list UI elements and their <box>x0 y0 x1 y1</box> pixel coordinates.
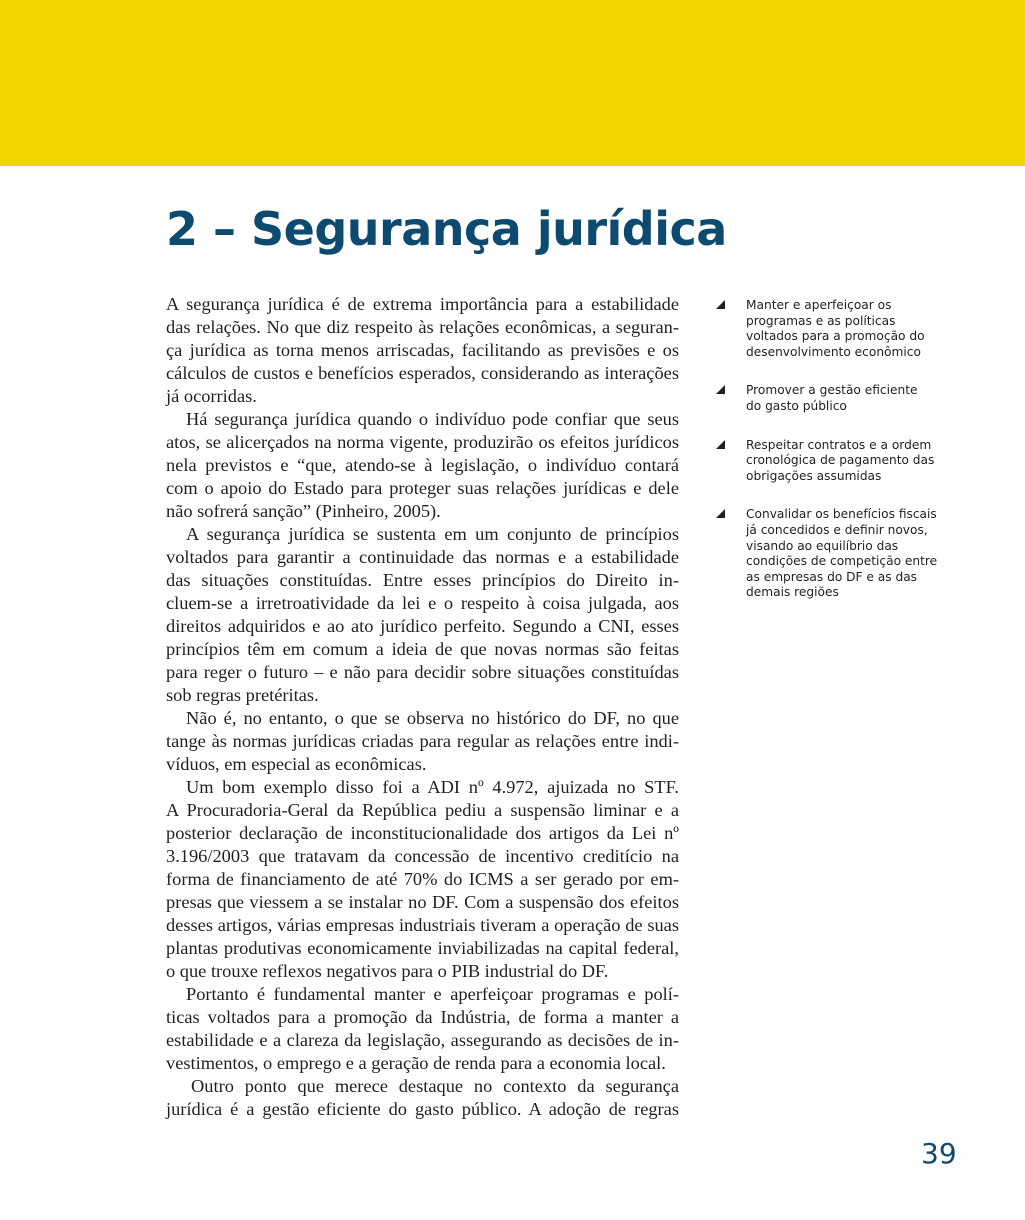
body-line: com o apoio do Estado para proteger suas relações jurídicas e dele <box>166 478 679 498</box>
bullet-line: Manter e aperfeiçoar os <box>746 298 892 312</box>
body-line: não sofrerá sanção” (Pinheiro, 2005). <box>166 501 441 521</box>
body-line: estabilidade e a clareza da legislação, assegurando as decisões de in- <box>166 1030 679 1050</box>
sidebar-bullet-item <box>716 507 946 601</box>
bullet-line: obrigações assumidas <box>746 468 882 483</box>
bullet-line: cronológica de pagamento das <box>746 453 935 468</box>
triangle-bullet-icon <box>716 385 725 394</box>
page-number: 39 <box>921 1137 957 1170</box>
body-line: já ocorridas. <box>166 386 257 406</box>
body-line: sob regras pretéritas. <box>166 685 319 705</box>
body-line: 3.196/2003 que tratavam da concessão de incentivo creditício na <box>166 846 679 866</box>
page-title: 2 – Segurança jurídica <box>166 202 727 256</box>
body-line: A segurança jurídica é de extrema importância para a estabilidade <box>166 294 679 314</box>
triangle-bullet-icon <box>716 300 725 309</box>
body-line: Outro ponto que merece destaque no contexto da segurança <box>191 1076 679 1096</box>
bullet-line: programas e as políticas <box>746 313 896 328</box>
body-line: nela previstos e “que, atendo-se à legislação, o indivíduo contará <box>166 455 679 475</box>
body-line: ça jurídica as torna menos arriscadas, facilitando as previsões e os <box>166 340 679 360</box>
body-line: A Procuradoria-Geral da República pediu a suspensão liminar e a <box>166 800 679 820</box>
bullet-line: demais regiões <box>746 585 839 600</box>
body-line: cluem-se a irretroatividade da lei e o respeito à coisa julgada, aos <box>166 593 679 613</box>
body-line: para reger o futuro – e não para decidir sobre situações constituídas <box>166 662 679 682</box>
body-line: das relações. No que diz respeito às relações econômicas, a seguran- <box>166 317 679 337</box>
body-line: princípios têm em comum a ideia de que novas normas são feitas <box>166 639 679 659</box>
bullet-line: condições de competição entre <box>746 554 938 569</box>
body-line: desses artigos, várias empresas industriais tiveram a operação de suas <box>166 915 679 935</box>
bullet-line: Respeitar contratos e a ordem <box>746 437 932 452</box>
body-line: cálculos de custos e benefícios esperados, considerando as interações <box>166 363 679 383</box>
body-line: jurídica é a gestão eficiente do gasto público. A adoção de regras <box>166 1099 679 1119</box>
body-line: vestimentos, o emprego e a geração de renda para a economia local. <box>166 1053 666 1073</box>
bullet-line: as empresas do DF e as das <box>746 569 918 584</box>
body-line: plantas produtivas economicamente inviabilizadas na capital federal, <box>166 938 679 958</box>
triangle-bullet-icon <box>716 440 725 449</box>
body-line: Há segurança jurídica quando o indivíduo pode confiar que seus <box>186 409 679 429</box>
body-line: das situações constituídas. Entre esses princípios do Direito in- <box>166 570 679 590</box>
sidebar-bullet-item <box>716 383 946 414</box>
sidebar-bullet-list <box>716 298 946 624</box>
bullet-line: do gasto público <box>746 398 847 413</box>
body-line: posterior declaração de inconstitucionalidade dos artigos da Lei nº <box>166 823 679 843</box>
sidebar-bullet-item <box>716 298 946 360</box>
triangle-bullet-icon <box>716 509 725 518</box>
bullet-line: já concedidos e definir novos, <box>746 522 928 537</box>
body-line: Um bom exemplo disso foi a ADI nº 4.972, ajuizada no STF. <box>186 777 679 797</box>
body-line: Portanto é fundamental manter e aperfeiçoar programas e polí- <box>186 984 679 1004</box>
body-line: o que trouxe reflexos negativos para o PIB industrial do DF. <box>166 961 609 981</box>
body-text <box>166 293 679 1121</box>
body-line: Não é, no entanto, o que se observa no histórico do DF, no que <box>186 708 679 728</box>
bullet-line: visando ao equilíbrio das <box>746 538 899 553</box>
bullet-line: Promover a gestão eficiente <box>746 383 918 398</box>
body-line: direitos adquiridos e ao ato jurídico perfeito. Segundo a CNI, esses <box>166 616 679 636</box>
body-line: tange às normas jurídicas criadas para regular as relações entre indi- <box>166 731 679 751</box>
body-line: voltados para garantir a continuidade das normas e a estabilidade <box>166 547 679 567</box>
bullet-line: Convalidar os benefícios fiscais <box>746 507 937 522</box>
bullet-line: desenvolvimento econômico <box>746 344 921 359</box>
body-line: atos, se alicerçados na norma vigente, produzirão os efeitos jurídicos <box>166 432 679 452</box>
body-line: presas que viessem a se instalar no DF. Com a suspensão dos efeitos <box>166 892 679 912</box>
sidebar-bullet-item <box>716 438 946 485</box>
body-line: víduos, em especial as econômicas. <box>166 754 427 774</box>
body-line: ticas voltados para a promoção da Indústria, de forma a manter a <box>166 1007 679 1027</box>
body-line: A segurança jurídica se sustenta em um conjunto de princípios <box>186 524 679 544</box>
body-line: forma de financiamento de até 70% do ICMS a ser gerado por em- <box>166 869 679 889</box>
bullet-line: voltados para a promoção do <box>746 329 925 344</box>
header-color-band <box>0 0 1025 166</box>
